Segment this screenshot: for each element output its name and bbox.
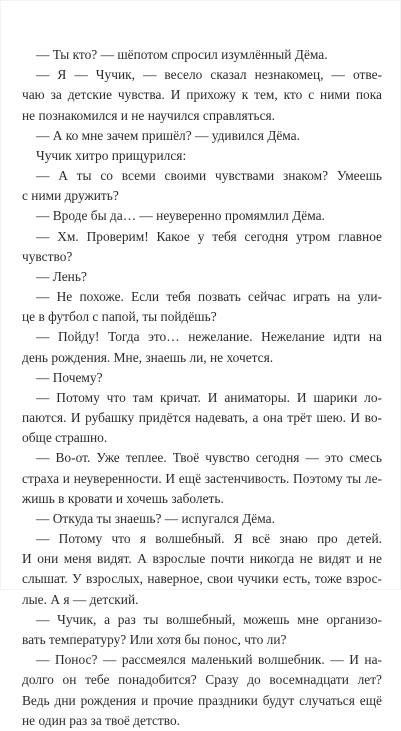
text-line: вать температуру? Или хотя бы понос, что ли?: [22, 631, 287, 647]
text-line: — Не похоже. Если тебя позвать сейчас играть на ули-: [36, 289, 382, 305]
text-line: с ними дружить?: [22, 188, 119, 204]
text-line: — Вроде бы да… — неуверенно промямлил Дёма.: [36, 208, 325, 224]
text-line: — Чучик, а раз ты волшебный, можешь мне организо-: [36, 611, 382, 627]
text-line: — Откуда ты знаешь? — испугался Дёма.: [36, 510, 275, 526]
text-line: — Потому что я волшебный. Я всё знаю про детей.: [36, 531, 382, 547]
text-line: це в футбол с папой, ты пойдёшь?: [22, 309, 217, 325]
text-line: день рождения. Мне, знаешь ли, не хочется.: [22, 349, 274, 365]
text-line: — Почему?: [36, 369, 103, 385]
text-line: — Лень?: [36, 268, 87, 284]
text-line: — А ты со всеми своими чувствами знаком? Умеешь: [36, 168, 382, 184]
text-line: слышат. У взрослых, наверное, свои чучики есть, тоже взрос-: [22, 571, 382, 587]
text-line: чаю за детские чувства. И прихожу к тем, кто с ними пока: [22, 87, 382, 103]
text-line: И они меня видят. А взрослые почти никогда не видят и не: [22, 551, 382, 567]
text-line: — Пойду! Тогда это… нежелание. Нежелание идти на: [36, 329, 382, 345]
text-line: страха и неуверенности. И ещё застенчивость. Поэтому ты ле-: [22, 470, 382, 486]
text-line: — А ко мне зачем пришёл? — удивился Дёма.: [36, 127, 300, 143]
text-line: — Потому что там кричат. И аниматоры. И шарики ло-: [36, 389, 382, 405]
text-line: не один раз за твоё детство.: [22, 712, 181, 728]
text-line: паются. И рубашку придётся надевать, а она трёт шею. И во-: [22, 410, 382, 426]
text-line: — Я — Чучик, — весело сказал незнакомец, — отве-: [36, 67, 382, 83]
text-line: не познакомился и не научился справляться.: [22, 107, 276, 123]
text-line: долго он тебе понадобится? Сразу до восемнадцати лет?: [22, 672, 382, 688]
text-line: Ведь дни рождения и прочие праздники будут случаться ещё: [22, 692, 382, 708]
story-text: [22, 45, 382, 731]
text-line: — Во-от. Уже теплее. Твоё чувство сегодня — это смесь: [36, 450, 382, 466]
text-line: лые. А я — детский.: [22, 591, 139, 607]
text-line: обще страшно.: [22, 430, 108, 446]
text-line: — Ты кто? — шёпотом спросил изумлённый Дёма.: [36, 47, 328, 62]
text-line: чувство?: [22, 248, 73, 264]
text-line: жишь в кровати и хочешь заболеть.: [22, 490, 224, 506]
text-line: — Понос? — рассмеялся маленький волшебник. — И на-: [36, 652, 382, 668]
text-line: — Хм. Проверим! Какое у тебя сегодня утром главное: [36, 228, 382, 244]
text-line: Чучик хитро прищурился:: [36, 147, 187, 163]
